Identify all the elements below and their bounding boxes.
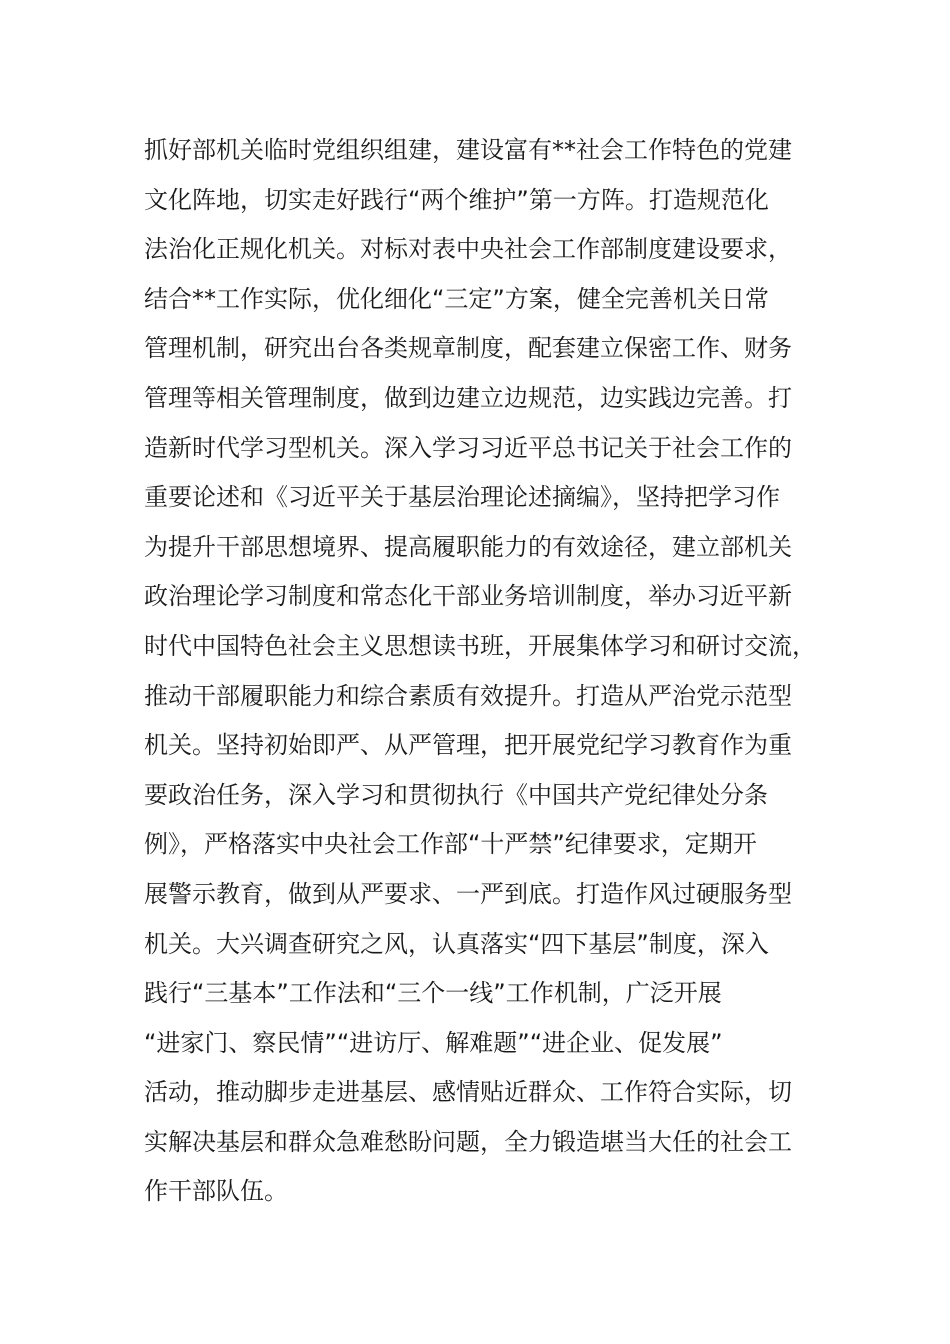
text-line: 例》，严格落实中央社会工作部“十严禁”纪律要求，定期开 — [144, 830, 757, 859]
text-line: 管理等相关管理制度，做到边建立边规范，边实践边完善。打 — [144, 383, 792, 412]
text-line: 机关。坚持初始即严、从严管理，把开展党纪学习教育作为重 — [144, 731, 792, 760]
text-line: 践行“三基本”工作法和“三个一线”工作机制，广泛开展 — [144, 979, 722, 1008]
text-line: 造新时代学习型机关。深入学习习近平总书记关于社会工作的 — [144, 433, 792, 462]
text-line: 推动干部履职能力和综合素质有效提升。打造从严治党示范型 — [144, 681, 792, 710]
text-line: 文化阵地，切实走好践行“两个维护”第一方阵。打造规范化 — [144, 185, 769, 214]
text-line: “进家门、察民情”“进访厅、解难题”“进企业、促发展” — [144, 1028, 723, 1057]
text-line: 结合**工作实际，优化细化“三定”方案，健全完善机关日常 — [144, 284, 769, 313]
text-line: 要政治任务，深入学习和贯彻执行《中国共产党纪律处分条 — [144, 780, 768, 809]
text-line: 活动，推动脚步走进基层、感情贴近群众、工作符合实际，切 — [144, 1078, 792, 1107]
text-line: 抓好部机关临时党组织组建，建设富有**社会工作特色的党建 — [144, 136, 792, 164]
text-line: 作干部队伍。 — [144, 1177, 288, 1206]
text-line: 为提升干部思想境界、提高履职能力的有效途径，建立部机关 — [144, 532, 792, 561]
text-line: 时代中国特色社会主义思想读书班，开展集体学习和研讨交流， — [144, 631, 816, 660]
text-line: 机关。大兴调查研究之风，认真落实“四下基层”制度，深入 — [144, 929, 769, 958]
text-line: 重要论述和《习近平关于基层治理论述摘编》，坚持把学习作 — [144, 483, 780, 512]
body-paragraph — [144, 126, 844, 1217]
text-line: 实解决基层和群众急难愁盼问题，全力锻造堪当大任的社会工 — [144, 1127, 792, 1156]
text-line: 展警示教育，做到从严要求、一严到底。打造作风过硬服务型 — [144, 879, 792, 908]
text-line: 政治理论学习制度和常态化干部业务培训制度，举办习近平新 — [144, 582, 792, 611]
text-line: 法治化正规化机关。对标对表中央社会工作部制度建设要求， — [144, 235, 792, 264]
text-line: 管理机制，研究出台各类规章制度，配套建立保密工作、财务 — [144, 334, 792, 363]
